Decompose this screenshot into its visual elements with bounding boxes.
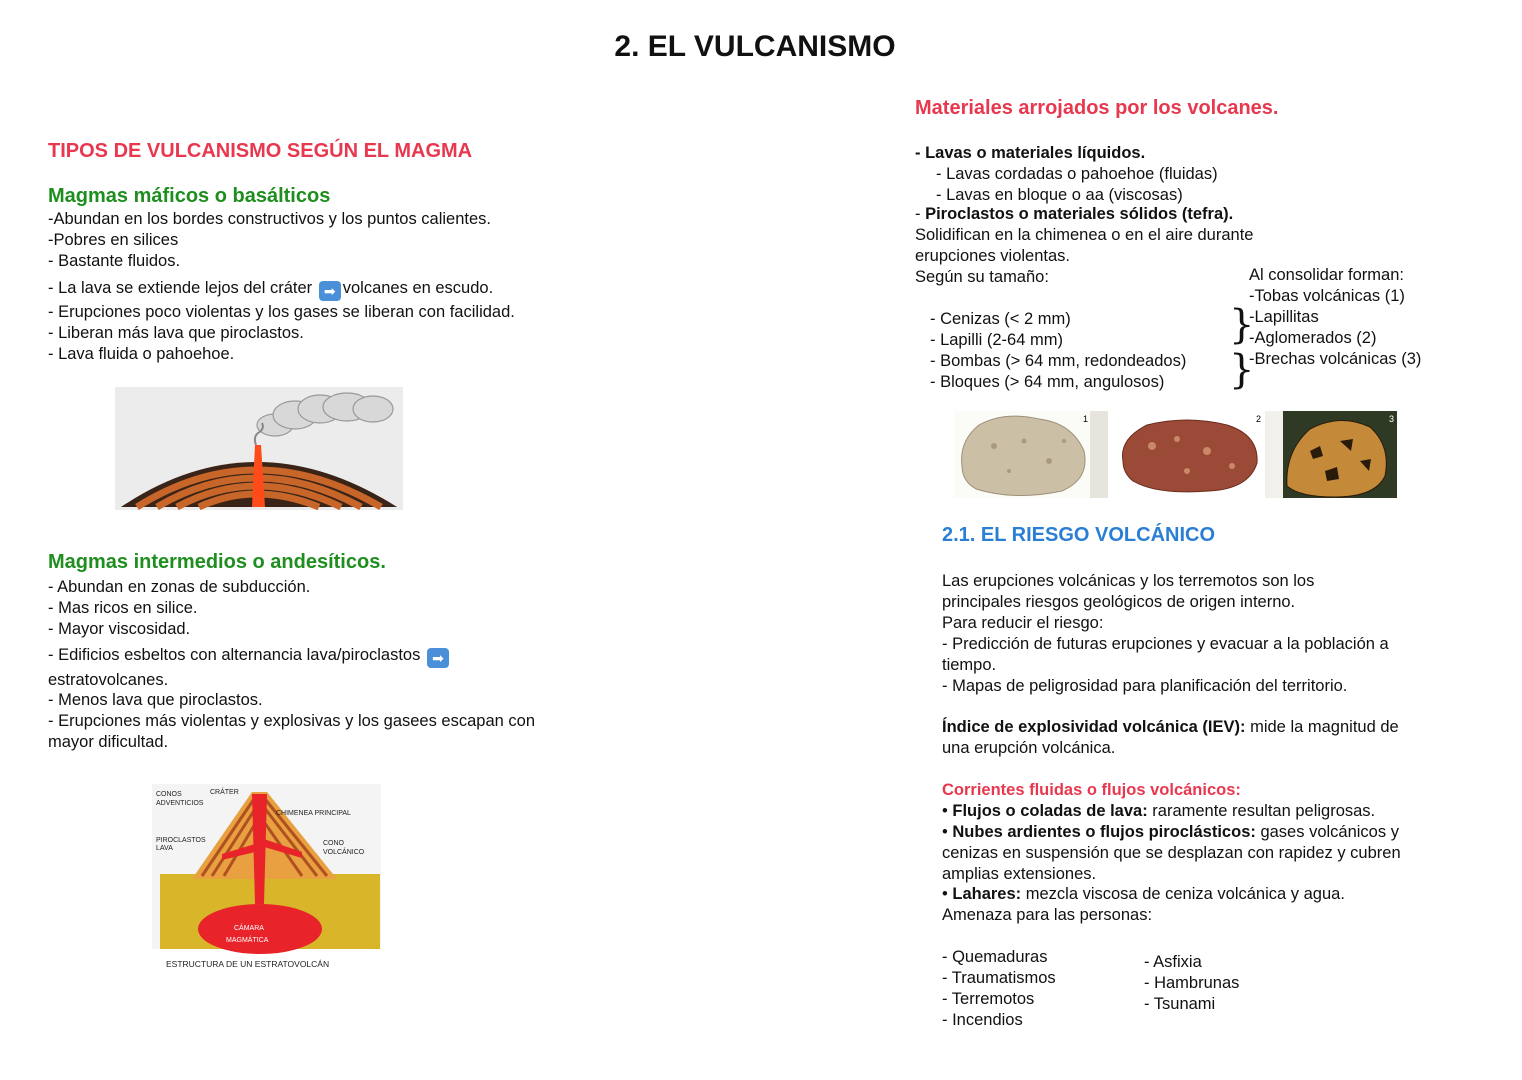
flow-item: • Lahares: mezcla viscosa de ceniza volcánica y agua. (942, 885, 1345, 903)
threat-heading: Amenaza para las personas: (942, 906, 1153, 924)
pyro-line: erupciones violentas. (915, 247, 1071, 265)
intermediate-line: mayor dificultad. (48, 733, 169, 751)
mafic-lava-prefix: - La lava se extiende lejos del cráter (48, 279, 317, 297)
edificios-text: - Edificios esbeltos con alternancia lava/piroclastos (48, 646, 425, 664)
risk-line: - Predicción de futuras erupciones y evacuar a la población a (942, 635, 1389, 653)
lavas-heading: - Lavas o materiales líquidos. (915, 144, 1146, 162)
flows-heading: Corrientes fluidas o flujos volcánicos: (942, 781, 1241, 799)
rock-label: 1 (1083, 414, 1089, 424)
intermediate-line: - Abundan en zonas de subducción. (48, 578, 311, 596)
lavas-item: - Lavas en bloque o aa (viscosas) (936, 186, 1183, 204)
rock-label: 2 (1256, 414, 1262, 424)
risk-line: Las erupciones volcánicas y los terremotos son los (942, 572, 1315, 590)
pyroclasts-heading (915, 204, 1233, 225)
lavas-item: - Lavas cordadas o pahoehoe (fluidas) (936, 165, 1218, 183)
mafic-line: - Liberan más lava que piroclastos. (48, 324, 304, 342)
size-item: - Bloques (> 64 mm, angulosos) (930, 373, 1165, 391)
rock-label: 3 (1389, 414, 1395, 424)
consolidate-item: -Aglomerados (2) (1249, 329, 1377, 347)
pyro-line: Solidifican en la chimenea o en el aire durante (915, 226, 1254, 244)
iev-line2: una erupción volcánica. (942, 739, 1116, 757)
intermediate-line: - Erupciones más violentas y explosivas y los gasees escapan con (48, 712, 535, 730)
risk-line: Para reducir el riesgo: (942, 614, 1104, 632)
rock-image-breccia (1265, 411, 1397, 498)
consolidate-item: -Lapillitas (1249, 308, 1319, 326)
mafic-line: - Lava fluida o pahoehoe. (48, 345, 235, 363)
mafic-lava-suffix: volcanes en escudo. (342, 279, 494, 297)
intermediate-line: - Mas ricos en silice. (48, 599, 198, 617)
intermediate-heading: Magmas intermedios o andesíticos. (48, 551, 386, 573)
arrow-right-icon: ➡ (319, 281, 341, 301)
risk-line: principales riesgos geológicos de origen interno. (942, 593, 1296, 611)
rock-image-agglomerate (1117, 411, 1264, 498)
diagram-label: CRÁTER (210, 789, 239, 796)
mafic-line: - Bastante fluidos. (48, 252, 181, 270)
risk-line: tiempo. (942, 656, 997, 674)
pyro-dash: - (915, 205, 926, 223)
mafic-line: -Abundan en los bordes constructivos y los puntos calientes. (48, 210, 492, 228)
flow-rest: raramente resultan peligrosas. (1147, 802, 1376, 820)
consolidate-item: -Tobas volcánicas (1) (1249, 287, 1405, 305)
flow-bold: Lahares: (952, 885, 1022, 903)
threat-item: - Hambrunas (1144, 974, 1240, 992)
page-title: 2. EL VULCANISMO (614, 30, 896, 63)
brace-icon: } (1229, 302, 1255, 348)
materials-heading: Materiales arrojados por los volcanes. (915, 97, 1279, 119)
diagram-label: MAGMÁTICA (226, 937, 269, 944)
flow-bold: Flujos o coladas de lava: (952, 802, 1148, 820)
size-item: - Lapilli (2-64 mm) (930, 331, 1063, 349)
flow-rest: gases volcánicos y (1255, 823, 1399, 841)
risk-heading: 2.1. EL RIESGO VOLCÁNICO (942, 524, 1216, 546)
mafic-line: -Pobres en silices (48, 231, 179, 249)
pyro-bold: Piroclastos o materiales sólidos (tefra). (925, 205, 1234, 223)
threat-item: - Incendios (942, 1011, 1023, 1029)
iev-bold: Índice de explosividad volcánica (IEV): (942, 718, 1246, 736)
flow-rest: mezcla viscosa de ceniza volcánica y agua. (1021, 885, 1345, 903)
threat-item: - Quemaduras (942, 948, 1048, 966)
consolidate-heading: Al consolidar forman: (1249, 266, 1404, 284)
flow-item: • Nubes ardientes o flujos piroclásticos: gases volcánicos y (942, 823, 1399, 841)
arrow-right-icon: ➡ (427, 648, 449, 668)
mafic-lava-line (48, 278, 493, 301)
rock-image-tuff (954, 411, 1108, 498)
mafic-line: - Erupciones poco violentas y los gases se liberan con facilidad. (48, 303, 515, 321)
magma-types-heading: TIPOS DE VULCANISMO SEGÚN EL MAGMA (48, 140, 473, 162)
risk-line: - Mapas de peligrosidad para planificación del territorio. (942, 677, 1348, 695)
intermediate-line: - Menos lava que piroclastos. (48, 691, 263, 709)
intermediate-edificios-line (48, 645, 451, 668)
diagram-label: CONOS (156, 791, 182, 798)
diagram-label: CONO (323, 840, 344, 847)
flow-bold: Nubes ardientes o flujos piroclásticos: (952, 823, 1256, 841)
diagram-caption: ESTRUCTURA DE UN ESTRATOVOLCÁN (166, 959, 330, 969)
threat-item: - Terremotos (942, 990, 1035, 1008)
diagram-label: PIROCLASTOS (156, 837, 206, 844)
pyro-line: Según su tamaño: (915, 268, 1049, 286)
intermediate-line: - Mayor viscosidad. (48, 620, 191, 638)
consolidate-item: -Brechas volcánicas (3) (1249, 350, 1422, 368)
flow-line: cenizas en suspensión que se desplazan con rapidez y cubren (942, 844, 1401, 862)
threat-item: - Tsunami (1144, 995, 1216, 1013)
size-item: - Cenizas (< 2 mm) (930, 310, 1071, 328)
iev-line (942, 717, 1399, 738)
flow-item: • Flujos o coladas de lava: raramente resultan peligrosas. (942, 802, 1376, 820)
diagram-label: CHIMENEA PRINCIPAL (276, 810, 351, 817)
threat-item: - Asfixia (1144, 953, 1202, 971)
brace-icon: } (1229, 347, 1255, 393)
diagram-label: VOLCÁNICO (323, 849, 365, 856)
diagram-label: LAVA (156, 845, 173, 852)
size-item: - Bombas (> 64 mm, redondeados) (930, 352, 1187, 370)
intermediate-line: estratovolcanes. (48, 671, 169, 689)
mafic-heading: Magmas máficos o basálticos (48, 185, 331, 207)
diagram-label: ADVENTICIOS (156, 800, 204, 807)
flow-line: amplias extensiones. (942, 865, 1097, 883)
diagram-label: CÁMARA (234, 925, 264, 932)
iev-rest: mide la magnitud de (1245, 718, 1399, 736)
threat-item: - Traumatismos (942, 969, 1056, 987)
shield-volcano-image (115, 387, 403, 510)
stratovolcano-diagram (152, 784, 381, 974)
